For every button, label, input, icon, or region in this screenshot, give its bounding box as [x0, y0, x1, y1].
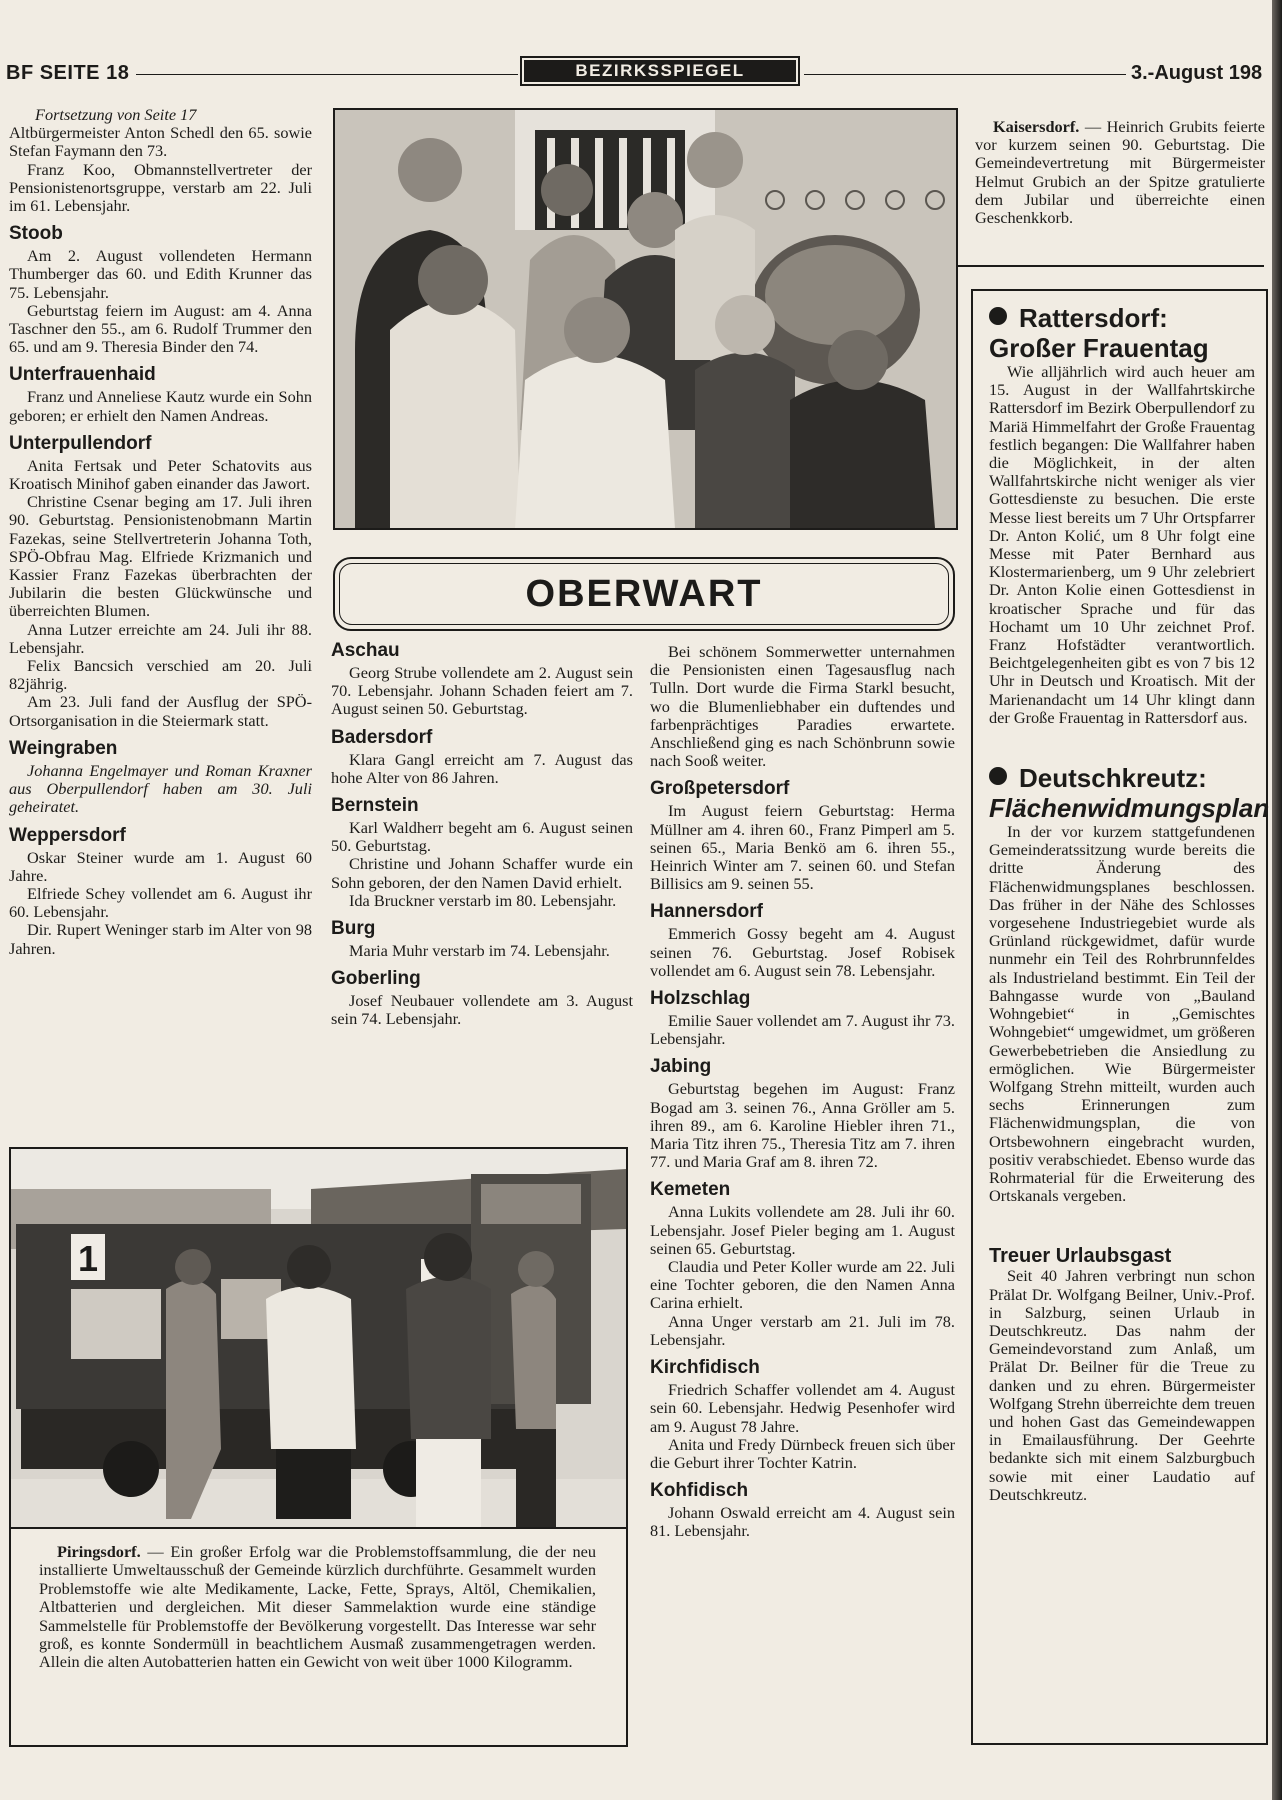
- paragraph: Geburtstag begehen im August: Franz Bogad am 3. seinen 76., Anna Gröller am 5. ihren 89., am 6. Karoline Hiebler ihren 71., Maria Titz ihren 75., Theresia Titz am 7. ihren 77. und Maria Graf am 8. ihren 72.: [650, 1079, 955, 1172]
- continuation-note: Fortsetzung von Seite 17: [35, 105, 197, 124]
- paragraph: Franz Koo, Obmannstellvertreter der Pensionistenortsgruppe, verstarb am 22. Juli im 61. Lebensjahr.: [9, 159, 312, 216]
- section-heading: Unterpullendorf: [9, 432, 152, 454]
- paragraph: Karl Waldherr begeht am 6. August seinen 50. Geburtstag.: [331, 818, 633, 856]
- section-heading: Bernstein: [331, 795, 419, 817]
- paragraph: Seit 40 Jahren verbringt nun schon Prälat Dr. Wolfgang Beilner, Univ.-Prof. in Salzburg, seinen Urlaub in Deutschkreutz. Das nahm der Gemeindevorstand zum Anlaß, um Prälat Dr. Beilner für die Treue zu danken und zu ehren. Bürgermeister Wolfgang Strehn überreichte dem treuen und hohen Gast das Gemeindewappen in Emailausführung. Der Geehrte bedankte sich mit einem Salzburgbuch sowie mit einer Laudatio auf Deutschkreutz.: [989, 1266, 1255, 1504]
- paragraph: Claudia und Peter Koller wurde am 22. Juli eine Tochter geboren, die den Namen Anna Carina erhielt.: [650, 1257, 955, 1313]
- paragraph: Bei schönem Sommerwetter unternahmen die Pensionisten einen Tagesausflug nach Tulln. Dort wurde die Firma Starkl besucht, wo die Blumenliebhaber ein duftendes und farbenprächtiges Paradies erwartete. Anschließend ging es nach Schönbrunn sowie nach Sooß weiter.: [650, 642, 955, 771]
- section-heading: Großpetersdorf: [650, 778, 790, 800]
- deutschkreutz-subheading: Flächenwidmungsplan: [989, 793, 1270, 824]
- caption-text: — Heinrich Grubits feierte vor kurzem seinen 90. Geburtstag. Die Gemeindevertretung mit Bürgermeister Helmut Grubich an der Spitze gratulierte dem Jubilar und überreichte einen Geschenkkorb.: [975, 117, 1265, 228]
- section-heading: Weppersdorf: [9, 824, 126, 846]
- caption-location: Piringsdorf.: [57, 1542, 141, 1561]
- rattersdorf-article: [989, 303, 1270, 1504]
- paragraph: Anna Unger verstarb am 21. Juli im 78. Lebensjahr.: [650, 1311, 955, 1349]
- issue-date: 3.-August 198: [1131, 62, 1263, 84]
- paragraph: Im August feiern Geburtstag: Herma Müllner am 4. ihren 60., Franz Pimperl am 5. seinen 65., Maria Benkö am 6. ihren 55., Heinrich Winter am 7. seinen 60. und Stefan Billisics am 9. seinen 55.: [650, 801, 955, 894]
- paragraph: Anna Lukits vollendete am 28. Juli ihr 60. Lebensjahr. Josef Pieler beging am 1. August seinen 65. Geburtstag.: [650, 1202, 955, 1258]
- section-heading: Jabing: [650, 1056, 712, 1078]
- rattersdorf-heading: [989, 303, 1255, 333]
- paragraph: Elfriede Schey vollendet am 6. August ihr 60. Lebensjahr.: [9, 883, 312, 922]
- collection-photo-frame: [9, 1147, 628, 1747]
- heading-text: Rattersdorf:: [1019, 303, 1168, 333]
- paragraph: Josef Neubauer vollendete am 3. August sein 74. Lebensjahr.: [331, 991, 633, 1029]
- paragraph: Friedrich Schaffer vollendet am 4. August sein 60. Lebensjahr. Hedwig Pesenhofer wird am 9. August 78 Jahre.: [650, 1380, 955, 1436]
- section-heading: Kirchfidisch: [650, 1357, 760, 1379]
- paragraph: Emilie Sauer vollendet am 7. August ihr 73. Lebensjahr.: [650, 1011, 955, 1049]
- column-middle-left: [331, 640, 633, 1029]
- deutschkreutz-heading: [989, 763, 1255, 793]
- paragraph: Dir. Rupert Weninger starb im Alter von 98 Jahren.: [9, 920, 312, 958]
- page-header: [6, 56, 1264, 90]
- section-heading: Kemeten: [650, 1179, 731, 1201]
- header-rule-left: [136, 74, 518, 75]
- paragraph: Wie alljährlich wird auch heuer am 15. August in der Wallfahrtskirche Rattersdorf im Bezirk Oberpullendorf zu Mariä Himmelfahrt der Große Frauentag festlich begangen: Die Wallfahrer haben die Möglichkeit, in der alten Wallfahrtskirche nicht weniger als vier Gottesdienste zu besuchen. Die erste Messe liest bereits um 7 Uhr Ortspfarrer Dr. Anton Kolić, um 8 Uhr folgt eine Messe mit Pater Bernhard aus Klostermarienberg, um 9 Uhr zelebriert Dr. Anton Kolie einen Gottesdienst in kroatischer Sprache und für das Hochamt um 10 Uhr zeichnet Prof. Franz Hofstädter verantwortlich. Beichtgelegenheiten gibt es von 7 bis 12 Uhr in Deutsch und Kroatisch. Mit der Marienandacht um 14 Uhr klingt dann der Große Frauentag in Rattersdorf aus.: [989, 362, 1255, 727]
- paragraph: Johann Oswald erreicht am 4. August sein 81. Lebensjahr.: [650, 1503, 955, 1541]
- heading-text: Deutschkreutz:: [1019, 763, 1207, 794]
- section-heading: Stoob: [9, 223, 63, 245]
- paragraph: Felix Bancsich verschied am 20. Juli 82jährig.: [9, 656, 312, 694]
- caption-location: Kaisersdorf.: [993, 117, 1080, 136]
- rattersdorf-subheading: Großer Frauentag: [989, 333, 1209, 363]
- section-heading: Hannersdorf: [650, 901, 763, 923]
- kaisersdorf-rule: [958, 265, 1264, 267]
- kaisersdorf-caption: [975, 118, 1265, 227]
- paragraph: In der vor kurzem stattgefundenen Gemeinderatssitzung wurde bereits die dritte Änderung des Flächenwidmungsplanes beschlossen. Das früher in der Nähe des Schlosses vorgesehene Industriegebiet wurde als Grünland rückgewidmet, dafür wurde nunmehr ein Teil des Rohrbrunnfeldes als Industrieland bestimmt. Ein Teil der Bahngasse wurde von „Bauland Wohngebiet“ in „Gemischtes Wohngebiet“ umgewidmet, um größeren Gewerbebetrieben die Ansiedlung zu ermöglichen. Wie Bürgermeister Wolfgang Strehn mitteilt, wurden auch sechs Erinnerungen zum Flächenwidmungsplan, die von Ortsbewohnern eingebracht wurden, positiv verabschiedet. Ebenso wurde das Rohrmaterial für die Erweiterung des Ortskanals vergeben.: [989, 822, 1255, 1206]
- section-heading: Holzschlag: [650, 988, 751, 1010]
- column-left: [9, 106, 312, 958]
- header-rule-right: [804, 74, 1126, 75]
- page-number: BF SEITE 18: [6, 62, 130, 84]
- oberwart-banner: [333, 557, 955, 631]
- column-middle-right: [650, 643, 955, 1541]
- caption-text: — Ein großer Erfolg war die Problemstoffsammlung, die der neu installierte Umweltausschuß der Gemeinde kürzlich durchführte. Gesammelt wurden Problemstoffe wie alte Medikamente, Lacke, Fette, Sprays, Altöl, Chemikalien, Altbatterien und dergleichen. Mit dieser Sammelaktion wurde eine ständige Sammelstelle für Problemstoffe der Bevölkerung vorgestellt. Das Interesse war sehr groß, es konnte Sondermüll in beachtlichem Ausmaß zusammengetragen werden. Allein die alten Autobatterien hatten ein Gewicht von weit über 1000 Kilogramm.: [39, 1542, 596, 1672]
- paragraph: Oskar Steiner wurde am 1. August 60 Jahre.: [9, 847, 312, 885]
- section-heading: Badersdorf: [331, 726, 433, 748]
- paragraph: Anita Fertsak und Peter Schatovits aus Kroatisch Minihof gaben einander das Jawort.: [9, 455, 312, 494]
- right-news-box: [971, 289, 1268, 1745]
- paragraph: Emmerich Gossy begeht am 4. August seinen 76. Geburtstag. Josef Robisek vollendet am 6. August sein 78. Lebensjahr.: [650, 924, 955, 980]
- paragraph: Am 23. Juli fand der Ausflug der SPÖ-Ortsorganisation in die Steiermark statt.: [9, 692, 312, 730]
- section-label: BEZIRKSSPIEGEL: [524, 60, 796, 82]
- paragraph: Klara Gangl erreicht am 7. August das hohe Alter von 86 Jahren.: [331, 749, 633, 787]
- page-edge: [1272, 0, 1282, 1800]
- paragraph: Ida Bruckner verstarb im 80. Lebensjahr.: [349, 890, 617, 910]
- section-heading: Goberling: [331, 968, 421, 990]
- section-heading: Aschau: [331, 640, 400, 661]
- collection-photo-image: [11, 1149, 626, 1527]
- section-heading: Burg: [331, 918, 376, 940]
- paragraph: Am 2. August vollendeten Hermann Thumberger das 60. und Edith Krunner das 75. Lebensjahr.: [9, 246, 312, 302]
- group-photo-image: [335, 110, 956, 528]
- paragraph: Geburtstag feiern im August: am 4. Anna Taschner den 55., am 6. Rudolf Trummer den 65. und am 9. Theresia Binder den 74.: [9, 300, 312, 357]
- paragraph: Altbürgermeister Anton Schedl den 65. sowie Stefan Faymann den 73.: [9, 123, 312, 161]
- section-label-box: [520, 56, 800, 86]
- section-heading: Weingraben: [9, 737, 118, 759]
- section-heading: Unterfrauenhaid: [9, 364, 156, 386]
- truck-number-1: 1: [77, 1238, 99, 1279]
- paragraph: Georg Strube vollendete am 2. August sein 70. Lebensjahr. Johann Schaden feiert am 7. August seinen 50. Geburtstag.: [331, 663, 633, 719]
- paragraph: Anna Lutzer erreichte am 24. Juli ihr 88. Lebensjahr.: [9, 619, 312, 657]
- urlaubsgast-heading: Treuer Urlaubsgast: [989, 1245, 1172, 1268]
- paragraph: Maria Muhr verstarb im 74. Lebensjahr.: [349, 941, 610, 961]
- paragraph: Christine Csenar beging am 17. Juli ihren 90. Geburtstag. Pensionistenobmann Martin Fazekas, seine Stellvertreterin Johanna Toth, SPÖ-Obfrau Mag. Elfriede Krizmanich und Kassier Franz Fazekas überbrachten der Jubilarin die besten Glückwünsche und überreichten Blumen.: [9, 492, 312, 621]
- paragraph: Christine und Johann Schaffer wurde ein Sohn geboren, der den Namen David erhielt.: [331, 854, 633, 892]
- bullet-icon: [989, 767, 1007, 785]
- paragraph: Johanna Engelmayer und Roman Kraxner aus Oberpullendorf haben am 30. Juli geheiratet.: [9, 760, 312, 817]
- section-heading: Kohfidisch: [650, 1480, 749, 1502]
- group-photo: [333, 108, 958, 530]
- paragraph: Franz und Anneliese Kautz wurde ein Sohn geboren; er erhielt den Namen Andreas.: [9, 387, 312, 425]
- paragraph: Anita und Fredy Dürnbeck freuen sich über die Geburt ihrer Tochter Katrin.: [650, 1434, 955, 1472]
- collection-caption: [11, 1529, 626, 1672]
- collection-caption-box: [11, 1527, 626, 1747]
- oberwart-title: OBERWART: [339, 563, 949, 625]
- bullet-icon: [989, 307, 1007, 325]
